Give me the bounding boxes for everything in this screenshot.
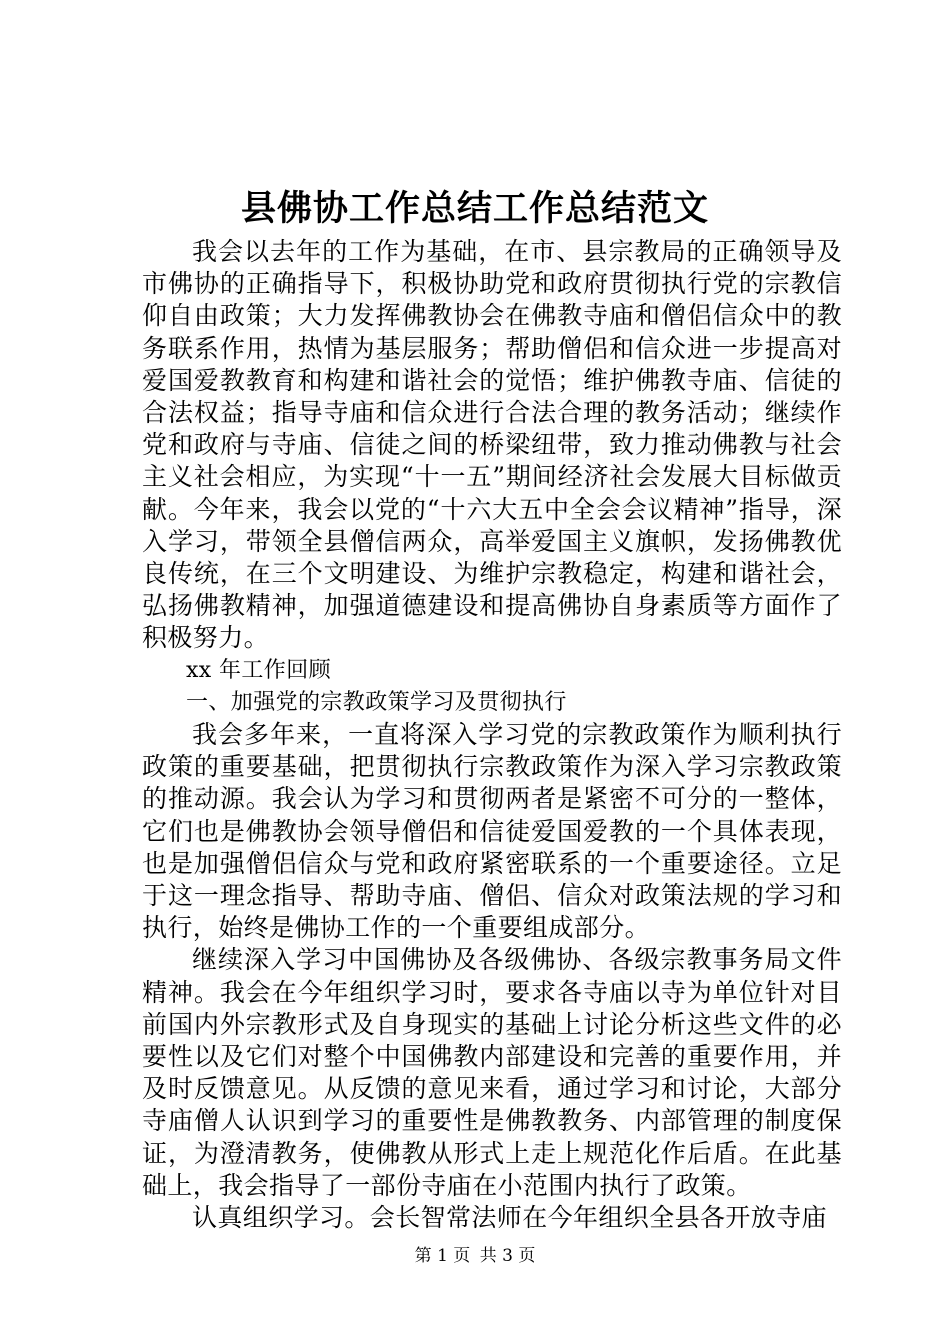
section-heading-policy: 一、加强党的宗教政策学习及贯彻执行 [186, 689, 567, 715]
page-total: 共 3 页 [479, 1246, 536, 1266]
paragraph-organize-study: 认真组织学习。会长智常法师在今年组织全县各开放寺庙 [192, 1203, 828, 1233]
document-body [142, 236, 842, 1234]
document-title: 县佛协工作总结工作总结范文 [240, 188, 709, 229]
page-footer [0, 1244, 950, 1268]
paragraph-policy-study: 我会多年来，一直将深入学习党的宗教政策作为顺利执行政策的重要基础，把贯彻执行宗教政策作为深入学习宗教政策的推动源。我会认为学习和贯彻两者是紧密不可分的一整体，它们也是佛教协会领导僧侣和信徒爱国爱教的一个具体表现，也是加强僧侣信众与党和政府紧密联系的一个重要途径。立足于这一理念指导、帮助寺庙、僧侣、信众对政策法规的学习和执行，始终是佛协工作的一个重要组成部分。 [142, 720, 842, 943]
section-heading-review: xx 年工作回顾 [186, 657, 332, 683]
paragraph-document-study: 继续深入学习中国佛协及各级佛协、各级宗教事务局文件精神。我会在今年组织学习时，要求各寺庙以寺为单位针对目前国内外宗教形式及自身现实的基础上讨论分析这些文件的必要性以及它们对整个中国佛教内部建设和完善的重要作用，并及时反馈意见。从反馈的意见来看，通过学习和讨论，大部分寺庙僧人认识到学习的重要性是佛教教务、内部管理的制度保证，为澄清教务，使佛教从形式上走上规范化作后盾。在此基础上，我会指导了一部份寺庙在小范围内执行了政策。 [142, 945, 842, 1200]
paragraph-intro: 我会以去年的工作为基础，在市、县宗教局的正确领导及市佛协的正确指导下，积极协助党和政府贯彻执行党的宗教信仰自由政策；大力发挥佛教协会在佛教寺庙和僧侣信众中的教务联系作用，热情为基层服务；帮助僧侣和信众进一步提高对爱国爱教教育和构建和谐社会的觉悟；维护佛教寺庙、信徒的合法权益；指导寺庙和信众进行合法合理的教务活动；继续作党和政府与寺庙、信徒之间的桥梁纽带，致力推动佛教与社会主义社会相应，为实现“十一五”期间经济社会发展大目标做贡献。今年来，我会以党的“十六大五中全会会议精神”指导，深入学习，带领全县僧信两众，高举爱国主义旗帜，发扬佛教优良传统，在三个文明建设、为维护宗教稳定，构建和谐社会，弘扬佛教精神，加强道德建设和提高佛协自身素质等方面作了积极努力。 [142, 237, 842, 653]
page-number: 第 1 页 [414, 1246, 471, 1266]
